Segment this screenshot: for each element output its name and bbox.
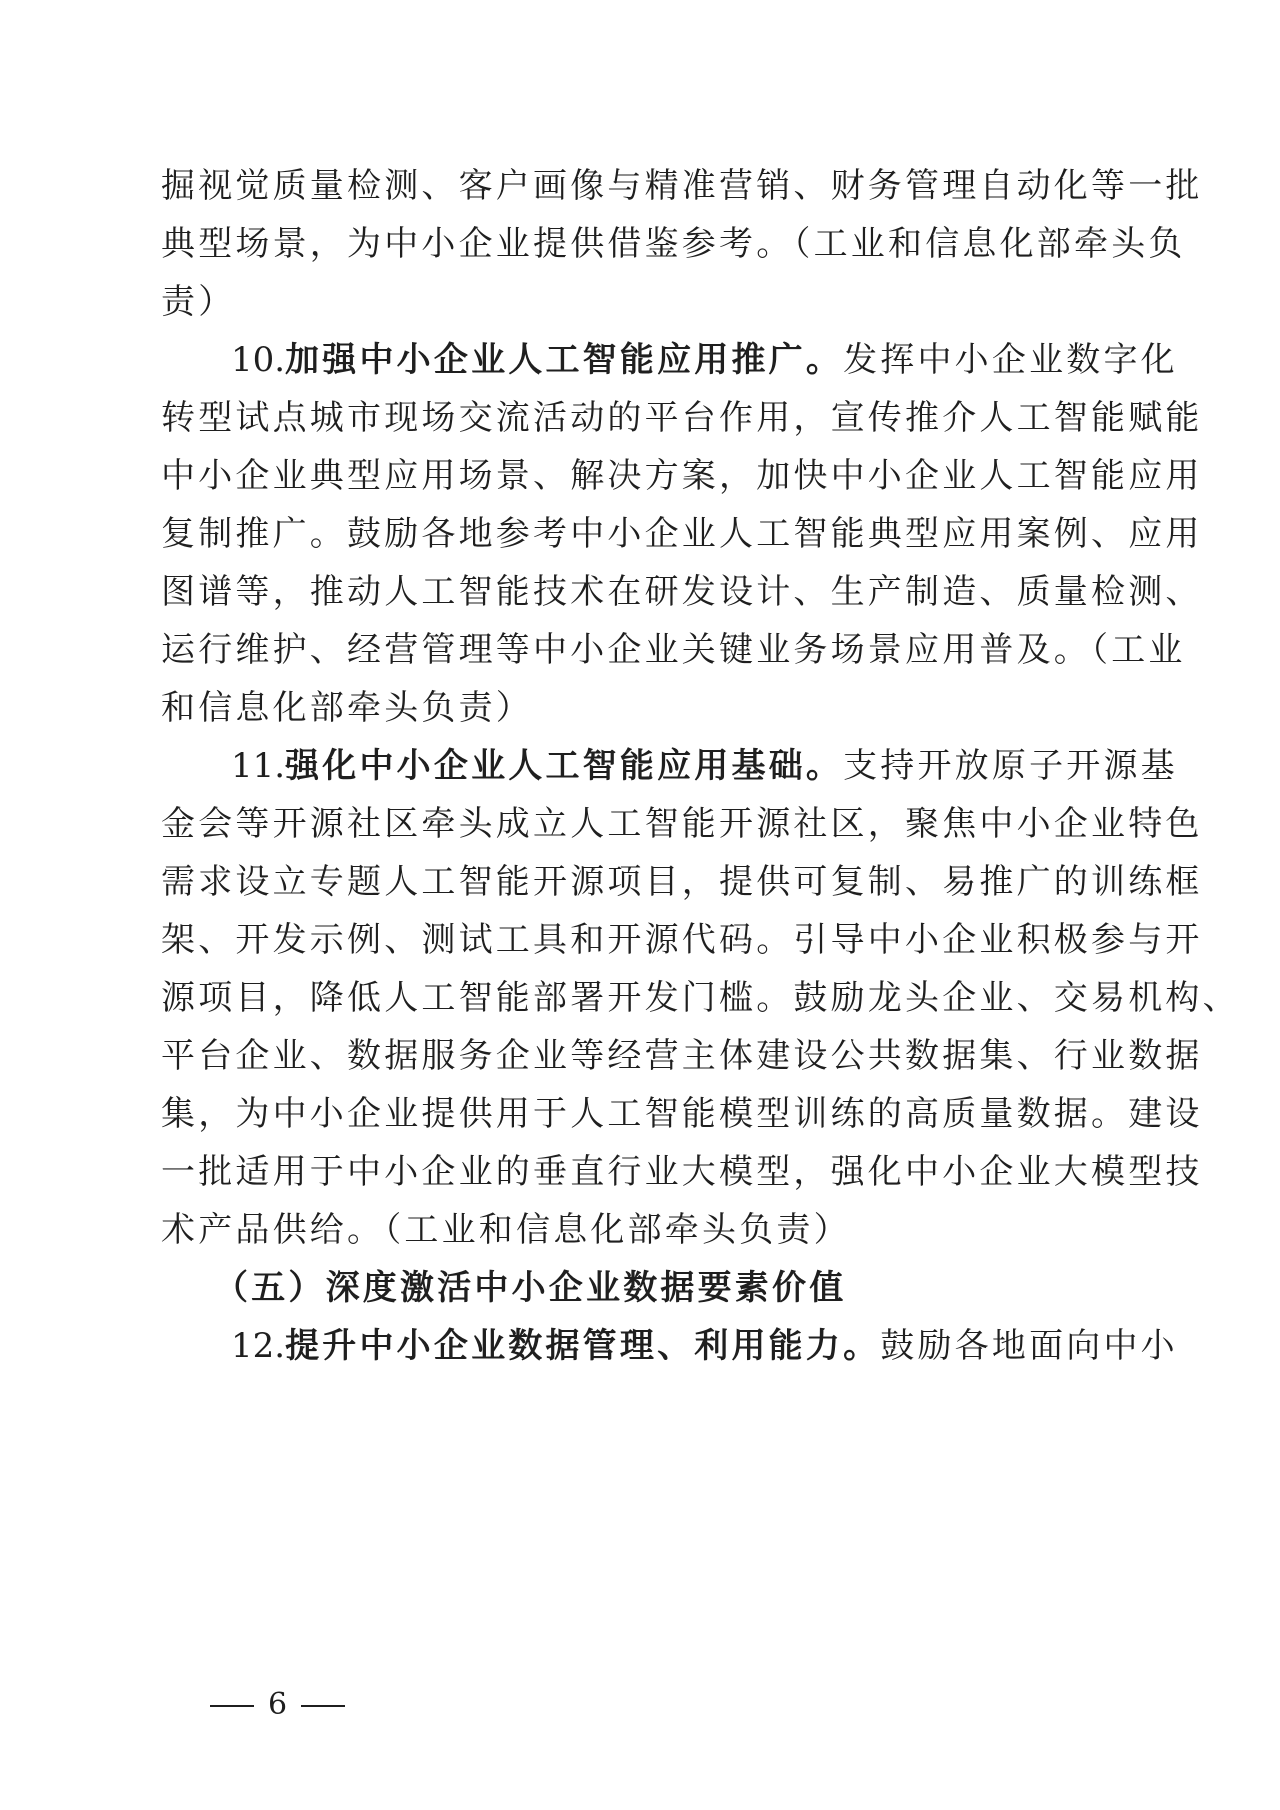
section-heading: （五）深度激活中小企业数据要素价值 bbox=[214, 1268, 847, 1308]
item-12-text: 鼓励各地面向中小 bbox=[880, 1326, 1178, 1366]
paragraph-line: 责） bbox=[161, 282, 236, 322]
paragraph-line: 复制推广。鼓励各地参考中小企业人工智能典型应用案例、应用 bbox=[161, 514, 1203, 554]
paragraph-line: 图谱等，推动人工智能技术在研发设计、生产制造、质量检测、 bbox=[161, 572, 1203, 612]
paragraph-line: 转型试点城市现场交流活动的平台作用，宣传推介人工智能赋能 bbox=[161, 398, 1203, 438]
paragraph-line: 一批适用于中小企业的垂直行业大模型，强化中小企业大模型技 bbox=[161, 1152, 1203, 1192]
paragraph-line: 集，为中小企业提供用于人工智能模型训练的高质量数据。建设 bbox=[161, 1094, 1203, 1134]
page-number-value: 6 bbox=[268, 1687, 288, 1722]
item-10-heading: 加强中小企业人工智能应用推广。 bbox=[285, 340, 844, 380]
paragraph-line: 运行维护、经营管理等中小企业关键业务场景应用普及。（工业 bbox=[161, 630, 1186, 670]
paragraph-line: 和信息化部牵头负责） bbox=[161, 688, 533, 728]
paragraph-line: 架、开发示例、测试工具和开源代码。引导中小企业积极参与开 bbox=[161, 920, 1203, 960]
paragraph-line: 术产品供给。（工业和信息化部牵头负责） bbox=[161, 1210, 851, 1250]
paragraph-line: 平台企业、数据服务企业等经营主体建设公共数据集、行业数据 bbox=[161, 1036, 1203, 1076]
item-12-number: 12. bbox=[231, 1326, 286, 1366]
item-10-first-line bbox=[231, 340, 1178, 380]
paragraph-line: 需求设立专题人工智能开源项目，提供可复制、易推广的训练框 bbox=[161, 862, 1203, 902]
page-number-dash-left bbox=[210, 1705, 254, 1707]
paragraph-line: 源项目，降低人工智能部署开发门槛。鼓励龙头企业、交易机构、 bbox=[161, 978, 1240, 1018]
page-number bbox=[196, 1687, 359, 1723]
item-11-heading: 强化中小企业人工智能应用基础。 bbox=[285, 746, 844, 786]
item-11-text: 支持开放原子开源基 bbox=[843, 746, 1178, 786]
item-10-text: 发挥中小企业数字化 bbox=[843, 340, 1178, 380]
item-11-number: 11. bbox=[231, 746, 286, 786]
item-12-heading: 提升中小企业数据管理、利用能力。 bbox=[285, 1326, 881, 1366]
paragraph-line: 典型场景，为中小企业提供借鉴参考。（工业和信息化部牵头负 bbox=[161, 224, 1186, 264]
item-10-number: 10. bbox=[231, 340, 286, 380]
item-12-first-line bbox=[231, 1326, 1178, 1366]
page-number-dash-right bbox=[301, 1705, 345, 1707]
paragraph-line: 掘视觉质量检测、客户画像与精准营销、财务管理自动化等一批 bbox=[161, 166, 1203, 206]
item-11-first-line bbox=[231, 746, 1178, 786]
paragraph-line: 金会等开源社区牵头成立人工智能开源社区，聚焦中小企业特色 bbox=[161, 804, 1203, 844]
paragraph-line: 中小企业典型应用场景、解决方案，加快中小企业人工智能应用 bbox=[161, 456, 1203, 496]
